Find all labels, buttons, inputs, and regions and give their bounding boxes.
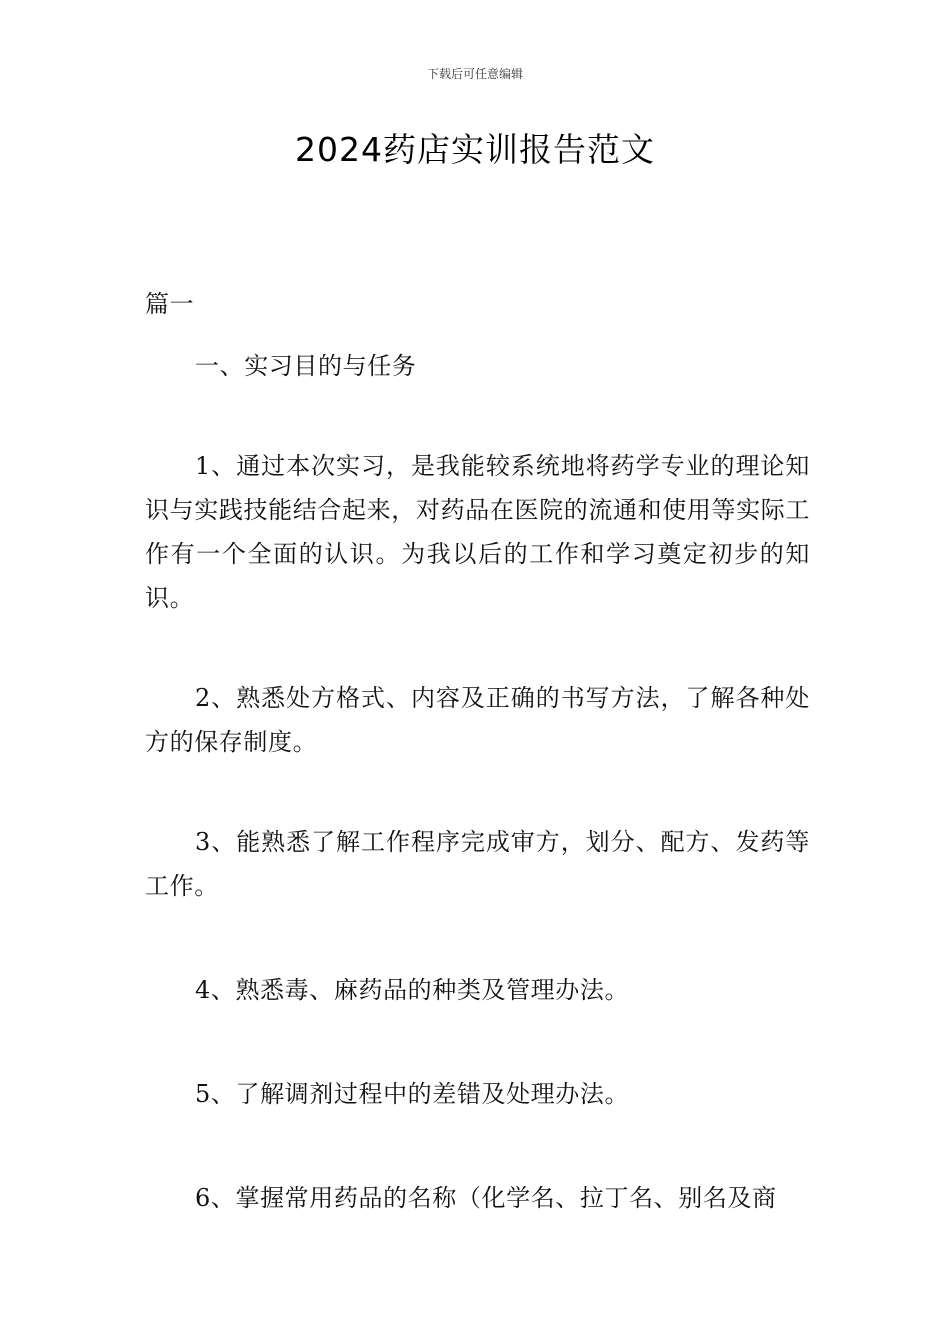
section-label: 篇一 <box>145 290 195 318</box>
paragraph-item-3: 3、能熟悉了解工作程序完成审方，划分、配方、发药等工作。 <box>145 828 810 900</box>
paragraph-item-5: 5、了解调剂过程中的差错及处理办法。 <box>195 1080 630 1108</box>
document-title: 2024药店实训报告范文 <box>295 130 655 169</box>
paragraph-item-1: 1、通过本次实习，是我能较系统地将药学专业的理论知识与实践技能结合起来，对药品在医院的流通和使用等实际工作有一个全面的认识。为我以后的工作和学习奠定初步的知识。 <box>145 452 810 612</box>
section-heading: 一、实习目的与任务 <box>195 352 417 380</box>
document-body <box>145 282 810 1220</box>
paragraph-item-4: 4、熟悉毒、麻药品的种类及管理办法。 <box>195 976 630 1004</box>
paragraph-item-6: 6、掌握常用药品的名称（化学名、拉丁名、别名及商 <box>195 1184 777 1212</box>
page-header-note: 下载后可任意编辑 <box>426 67 523 81</box>
paragraph-item-2: 2、熟悉处方格式、内容及正确的书写方法，了解各种处方的保存制度。 <box>145 684 810 756</box>
